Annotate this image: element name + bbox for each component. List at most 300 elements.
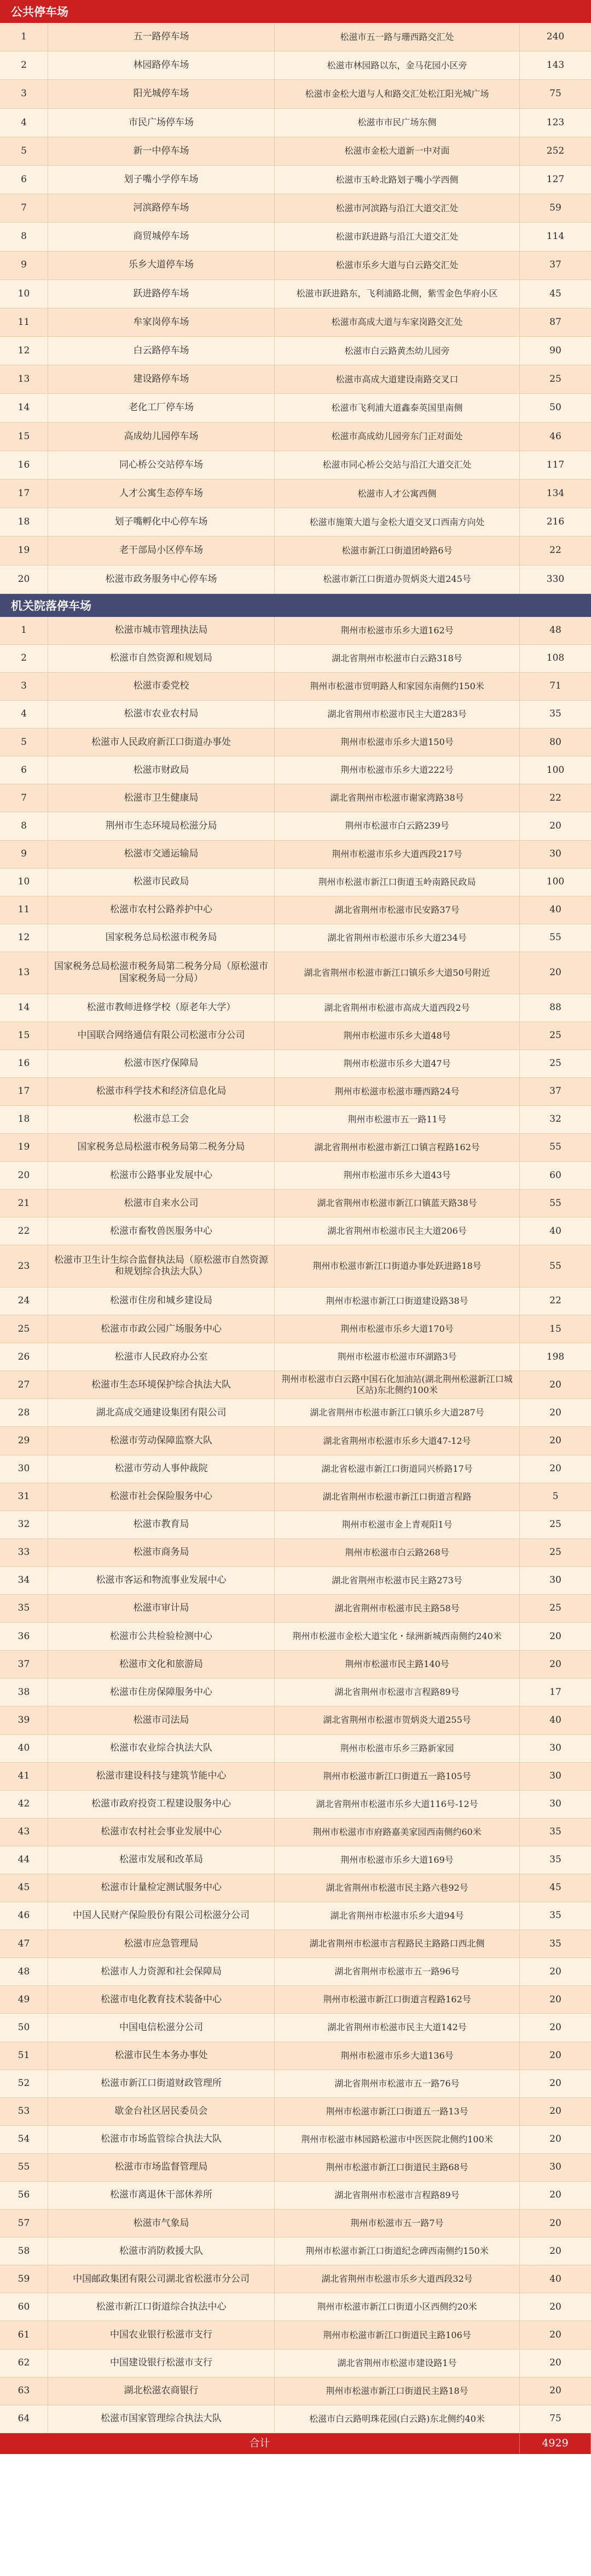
- table-row: [0, 896, 591, 924]
- space-count: 25: [549, 1030, 561, 1041]
- space-count: 30: [549, 1742, 561, 1753]
- row-index: 8: [0, 223, 48, 250]
- space-count: 5: [552, 1491, 559, 1502]
- place-address: 湖北省荆州市松滋市言程路89号: [275, 1679, 520, 1706]
- table-row: [0, 51, 591, 80]
- place-name: 松滋市人民政府新江口街道办事处: [48, 728, 275, 756]
- place-address: 松滋市高成大道建设南路交叉口: [275, 365, 520, 393]
- place-name: 人才公寓生态停车场: [48, 480, 275, 508]
- place-name: 松滋市应急管理局: [48, 1930, 275, 1957]
- table-row: [0, 1706, 591, 1734]
- space-count: 35: [549, 1854, 561, 1866]
- space-count: 20: [549, 1379, 561, 1390]
- row-index: 55: [0, 2154, 48, 2181]
- table-row: [0, 1078, 591, 1106]
- table-row: [0, 2237, 591, 2265]
- table-row: [0, 223, 591, 251]
- space-count: 30: [549, 1798, 561, 1810]
- row-index: 24: [0, 1287, 48, 1315]
- place-address: 湖北省荆州市松滋市民主大道283号: [275, 701, 520, 728]
- space-count: 22: [549, 792, 561, 803]
- place-name: 松滋市建设科技与建筑节能中心: [48, 1763, 275, 1790]
- table-row: [0, 537, 591, 565]
- table-row: [0, 194, 591, 223]
- table-row: [0, 2154, 591, 2182]
- row-index: 54: [0, 2126, 48, 2153]
- space-count: 127: [546, 173, 565, 185]
- place-address: 荆州市松滋市新江口街道言程路162号: [275, 1986, 520, 2013]
- row-index: 61: [0, 2321, 48, 2348]
- row-index: 5: [0, 137, 48, 165]
- space-count: 20: [549, 2385, 561, 2397]
- place-address: 湖北省荆州市松滋市五一路96号: [275, 1958, 520, 1985]
- row-index: 3: [0, 80, 48, 108]
- place-name: 松滋市市政公园广场服务中心: [48, 1315, 275, 1343]
- space-count: 55: [549, 1197, 561, 1209]
- space-count: 20: [549, 2217, 561, 2229]
- table-row: [0, 1162, 591, 1190]
- table-row: [0, 1287, 591, 1315]
- place-name: 松滋市政府投资工程建设服务中心: [48, 1791, 275, 1818]
- place-name: 松滋市财政局: [48, 756, 275, 784]
- row-index: 30: [0, 1455, 48, 1483]
- place-name: 松滋市卫生健康局: [48, 784, 275, 812]
- space-count: 50: [549, 402, 561, 413]
- space-count: 88: [549, 1001, 561, 1013]
- place-name: 松滋市发展和改革局: [48, 1846, 275, 1874]
- table-row: [0, 1539, 591, 1567]
- table-row: [0, 337, 591, 365]
- place-address: 荆州市松滋市乐乡大道150号: [275, 728, 520, 756]
- row-index: 45: [0, 1874, 48, 1902]
- row-index: 20: [0, 566, 48, 593]
- place-address: 松滋市玉岭北路划子嘴小学西侧: [275, 166, 520, 194]
- place-name: 五一路停车场: [48, 23, 275, 51]
- table-row: [0, 365, 591, 394]
- space-count: 123: [546, 116, 565, 128]
- table-row: [0, 308, 591, 337]
- place-name: 松滋市气象局: [48, 2210, 275, 2237]
- table-row: [0, 1902, 591, 1930]
- row-index: 36: [0, 1623, 48, 1650]
- table-row: [0, 1022, 591, 1050]
- table-row: [0, 1846, 591, 1874]
- place-address: 荆州市松滋市林园路松滋市中医医院北侧约100米: [275, 2126, 520, 2153]
- table-row: [0, 2042, 591, 2070]
- place-name: 中国农业银行松滋市支行: [48, 2321, 275, 2348]
- place-address: 荆州市松滋市新江口街道纪念碑西南侧约150米: [275, 2237, 520, 2265]
- space-count: 35: [549, 1938, 561, 1949]
- place-name: 松滋市畜牧兽医服务中心: [48, 1217, 275, 1245]
- space-count: 252: [546, 145, 565, 156]
- space-count: 20: [549, 2189, 561, 2201]
- place-address: 松滋市林园路以东，金马花园小区旁: [275, 51, 520, 79]
- place-address: 湖北省荆州市松滋市民主路58号: [275, 1595, 520, 1622]
- row-index: 14: [0, 994, 48, 1022]
- place-name: 松滋市劳动保障监察大队: [48, 1427, 275, 1454]
- row-index: 25: [0, 1315, 48, 1343]
- table-row: [0, 728, 591, 756]
- table-row: [0, 1511, 591, 1539]
- row-index: 63: [0, 2377, 48, 2405]
- table-row: [0, 1217, 591, 1245]
- place-name: 松滋市社会保险服务中心: [48, 1483, 275, 1511]
- table-row: [0, 756, 591, 784]
- space-count: 35: [549, 708, 561, 720]
- row-index: 19: [0, 537, 48, 564]
- table-row: [0, 1595, 591, 1623]
- table-row: [0, 1455, 591, 1483]
- table-row: [0, 2070, 591, 2098]
- place-name: 松滋市教师进修学校（原老年大学）: [48, 994, 275, 1022]
- table-row: [0, 841, 591, 869]
- place-address: 荆州市松滋市乐乡大道169号: [275, 1846, 520, 1874]
- institutional-parking-section-title: 机关院落停车场: [0, 594, 591, 617]
- place-name: 松滋市城市管理执法局: [48, 617, 275, 644]
- table-row: [0, 1679, 591, 1706]
- place-name: 松滋市民政局: [48, 869, 275, 896]
- place-name: 松滋市农业综合执法大队: [48, 1735, 275, 1762]
- row-index: 13: [0, 952, 48, 994]
- table-row: [0, 1958, 591, 1986]
- place-address: 松滋市五一路与珊西路交汇处: [275, 23, 520, 51]
- row-index: 22: [0, 1217, 48, 1245]
- space-count: 240: [546, 31, 565, 42]
- place-name: 划子嘴小学停车场: [48, 166, 275, 194]
- space-count: 20: [549, 1994, 561, 2005]
- space-count: 45: [549, 1882, 561, 1893]
- table-row: [0, 166, 591, 194]
- space-count: 35: [549, 1910, 561, 1921]
- row-index: 16: [0, 1050, 48, 1077]
- place-name: 商贸城停车场: [48, 223, 275, 250]
- place-name: 松滋市民生本务办事处: [48, 2042, 275, 2070]
- row-index: 4: [0, 701, 48, 728]
- place-address: 湖北省荆州市松滋市新江口镇乐乡大道50号附近: [275, 952, 520, 994]
- place-name: 松滋市交通运输局: [48, 841, 275, 868]
- row-index: 62: [0, 2350, 48, 2377]
- table-row: [0, 23, 591, 51]
- place-address: 荆州市松滋市新江口街道建设路38号: [275, 1287, 520, 1315]
- table-row: [0, 508, 591, 537]
- place-address: 松滋市金松大道与人和路交汇处松江阳光城广场: [275, 80, 520, 108]
- space-count: 40: [549, 2273, 561, 2284]
- row-index: 47: [0, 1930, 48, 1957]
- place-address: 湖北省荆州市松滋市乐乡大道西段32号: [275, 2265, 520, 2293]
- row-index: 17: [0, 1078, 48, 1105]
- row-index: 43: [0, 1819, 48, 1846]
- table-row: [0, 617, 591, 645]
- space-count: 20: [549, 2245, 561, 2257]
- table-row: [0, 1735, 591, 1763]
- place-name: 松滋市文化和旅游局: [48, 1651, 275, 1678]
- space-count: 25: [549, 374, 561, 385]
- table-row: [0, 1651, 591, 1679]
- row-index: 12: [0, 924, 48, 952]
- space-count: 17: [549, 1686, 561, 1698]
- space-count: 20: [549, 1658, 561, 1670]
- space-count: 100: [546, 876, 565, 888]
- place-address: 湖北省荆州市松滋市民主路六巷92号: [275, 1874, 520, 1902]
- table-row: [0, 1427, 591, 1455]
- place-address: 荆州市松滋市乐乡大道47号: [275, 1050, 520, 1077]
- place-address: 松滋市高成大道与车家岗路交汇处: [275, 308, 520, 336]
- place-address: 湖北省荆州市松滋市乐乡大道94号: [275, 1902, 520, 1930]
- table-row: [0, 1567, 591, 1595]
- place-address: 荆州市松滋市新江口街道五一路105号: [275, 1763, 520, 1790]
- place-address: 荆州市松滋市市府路嘉美家园西南侧约60米: [275, 1819, 520, 1846]
- table-row: [0, 924, 591, 952]
- place-name: 松滋市公共检验检测中心: [48, 1623, 275, 1650]
- table-row: [0, 869, 591, 896]
- place-name: 荆州市生态环境局松滋分局: [48, 812, 275, 840]
- place-address: 荆州市松滋市贸明路人和家园东南侧约150米: [275, 673, 520, 700]
- space-count: 45: [549, 288, 561, 299]
- place-name: 歇金台社区居民委员会: [48, 2098, 275, 2125]
- place-address: 湖北省荆州市松滋市谢家湾路38号: [275, 784, 520, 812]
- place-name: 老化工厂停车场: [48, 394, 275, 422]
- place-address: 荆州市松滋市新江口街道民主路68号: [275, 2154, 520, 2181]
- row-index: 28: [0, 1399, 48, 1426]
- row-index: 35: [0, 1595, 48, 1622]
- space-count: 30: [549, 848, 561, 859]
- place-address: 荆州市松滋市白云路268号: [275, 1539, 520, 1566]
- row-index: 15: [0, 1022, 48, 1050]
- place-name: 划子嘴孵化中心停车场: [48, 508, 275, 536]
- row-index: 38: [0, 1679, 48, 1706]
- table-row: [0, 2014, 591, 2042]
- place-address: 湖北省荆州市松滋市言程路民主路路口西北侧: [275, 1930, 520, 1957]
- public-parking-section-title: 公共停车场: [0, 0, 591, 23]
- row-index: 1: [0, 617, 48, 644]
- table-row: [0, 451, 591, 480]
- place-address: 荆州市松滋市乐乡大道222号: [275, 756, 520, 784]
- place-name: 老干部局小区停车场: [48, 537, 275, 564]
- place-name: 国家税务总局松滋市税务局第二税务分局: [48, 1134, 275, 1161]
- space-count: 32: [549, 1114, 561, 1125]
- row-index: 42: [0, 1791, 48, 1818]
- place-name: 河滨路停车场: [48, 194, 275, 222]
- place-address: 荆州市松滋市乐乡大道136号: [275, 2042, 520, 2070]
- space-count: 60: [549, 1169, 561, 1181]
- place-name: 松滋市新江口街道财政管理所: [48, 2070, 275, 2097]
- table-row: [0, 994, 591, 1022]
- place-name: 松滋市离退休干部休养所: [48, 2182, 275, 2209]
- space-count: 25: [549, 1058, 561, 1069]
- row-index: 7: [0, 784, 48, 812]
- place-name: 松滋市生态环境保护综合执法大队: [48, 1371, 275, 1398]
- place-name: 白云路停车场: [48, 337, 275, 365]
- place-address: 湖北省荆州市松滋市言程路89号: [275, 2182, 520, 2209]
- place-name: 松滋市科学技术和经济信息化局: [48, 1078, 275, 1105]
- space-count: 330: [546, 573, 565, 585]
- row-index: 60: [0, 2293, 48, 2321]
- place-address: 松滋市新江口街道团岭路6号: [275, 537, 520, 564]
- place-name: 松滋市审计局: [48, 1595, 275, 1622]
- place-address: 松滋市白云路明珠花园(白云路)东北侧约40米: [275, 2405, 520, 2433]
- space-count: 30: [549, 2161, 561, 2173]
- row-index: 19: [0, 1134, 48, 1161]
- place-address: 松滋市乐乡大道与白云路交汇处: [275, 252, 520, 279]
- place-address: 湖北省荆州市松滋市新江口镇言程路162号: [275, 1134, 520, 1161]
- table-row: [0, 784, 591, 812]
- table-row: [0, 137, 591, 166]
- place-name: 松滋市卫生计生综合监督执法局（原松滋市自然资源和规划综合执法大队）: [48, 1245, 275, 1287]
- row-index: 6: [0, 166, 48, 194]
- place-name: 松滋市商务局: [48, 1539, 275, 1566]
- place-name: 松滋市市场监管综合执法大队: [48, 2126, 275, 2153]
- space-count: 35: [549, 1826, 561, 1838]
- table-row: [0, 1623, 591, 1651]
- table-row: [0, 1371, 591, 1399]
- place-address: 湖北省荆州市松滋市新江口镇蓝天路38号: [275, 1190, 520, 1217]
- table-row: [0, 1930, 591, 1958]
- place-name: 松滋市人民政府办公室: [48, 1343, 275, 1371]
- space-count: 20: [549, 2301, 561, 2312]
- space-count: 20: [549, 1435, 561, 1446]
- place-address: 荆州市松滋市新江口街道办事处跃进路18号: [275, 1245, 520, 1287]
- place-address: 荆州市松滋市乐乡大道170号: [275, 1315, 520, 1343]
- table-row: [0, 673, 591, 701]
- place-name: 松滋市电化教育技术装备中心: [48, 1986, 275, 2013]
- table-row: [0, 645, 591, 673]
- space-count: 40: [549, 1714, 561, 1726]
- place-address: 荆州市松滋市金松大道宝化・绿洲新城西南侧约240米: [275, 1623, 520, 1650]
- space-count: 71: [549, 680, 561, 692]
- table-row: [0, 2126, 591, 2154]
- row-index: 10: [0, 280, 48, 308]
- space-count: 20: [549, 1966, 561, 1977]
- place-address: 松滋市跃进路东，飞利浦路北侧，紫雪金色华府小区: [275, 280, 520, 308]
- place-address: 松滋市河滨路与沿江大道交汇处: [275, 194, 520, 222]
- row-index: 18: [0, 508, 48, 536]
- row-index: 29: [0, 1427, 48, 1454]
- place-name: 松滋市委党校: [48, 673, 275, 700]
- place-name: 松滋市公路事业发展中心: [48, 1162, 275, 1189]
- place-address: 湖北省荆州市松滋市建设路1号: [275, 2350, 520, 2377]
- space-count: 55: [549, 1260, 561, 1272]
- table-row: [0, 280, 591, 308]
- place-name: 中国人民财产保险股份有限公司松滋分公司: [48, 1902, 275, 1930]
- place-name: 松滋市计量检定测试服务中心: [48, 1874, 275, 1902]
- row-index: 50: [0, 2014, 48, 2041]
- place-address: 荆州市松滋市乐乡三路新家园: [275, 1735, 520, 1762]
- table-row: [0, 1245, 591, 1287]
- row-index: 23: [0, 1245, 48, 1287]
- table-row: [0, 480, 591, 508]
- place-address: 松滋市人才公寓西侧: [275, 480, 520, 508]
- row-index: 49: [0, 1986, 48, 2013]
- space-count: 20: [549, 1630, 561, 1642]
- place-name: 松滋市司法局: [48, 1706, 275, 1734]
- place-name: 阳光城停车场: [48, 80, 275, 108]
- place-address: 湖北省荆州市松滋市民主大道206号: [275, 1217, 520, 1245]
- row-index: 9: [0, 252, 48, 279]
- place-address: 湖北省荆州市松滋市新江口镇乐乡大道287号: [275, 1399, 520, 1426]
- place-name: 跃进路停车场: [48, 280, 275, 308]
- place-address: 荆州市松滋市新江口街道民主路18号: [275, 2377, 520, 2405]
- place-address: 荆州市松滋市新江口街道民主路106号: [275, 2321, 520, 2348]
- table-row: [0, 1483, 591, 1511]
- space-count: 59: [549, 202, 561, 214]
- place-name: 牟家岗停车场: [48, 308, 275, 336]
- place-name: 高成幼儿园停车场: [48, 423, 275, 451]
- row-index: 41: [0, 1763, 48, 1790]
- row-index: 46: [0, 1902, 48, 1930]
- row-index: 31: [0, 1483, 48, 1511]
- place-name: 松滋市教育局: [48, 1511, 275, 1538]
- space-count: 20: [549, 967, 561, 978]
- place-address: 荆州市松滋市乐乡大道162号: [275, 617, 520, 644]
- table-row: [0, 2377, 591, 2405]
- table-row: [0, 701, 591, 728]
- space-count: 20: [549, 2021, 561, 2033]
- table-row: [0, 1050, 591, 1078]
- place-address: 湖北省荆州市松滋市乐乡大道47-12号: [275, 1427, 520, 1454]
- space-count: 20: [549, 2134, 561, 2145]
- space-count: 37: [549, 1086, 561, 1097]
- row-index: 53: [0, 2098, 48, 2125]
- table-row: [0, 1134, 591, 1162]
- row-index: 44: [0, 1846, 48, 1874]
- space-count: 20: [549, 2049, 561, 2061]
- total-value: 4929: [520, 2433, 591, 2454]
- space-count: 87: [549, 316, 561, 328]
- space-count: 114: [546, 231, 565, 242]
- space-count: 20: [549, 1462, 561, 1474]
- table-row: [0, 1819, 591, 1846]
- space-count: 75: [549, 2413, 561, 2425]
- place-name: 松滋市市场监督管理局: [48, 2154, 275, 2181]
- space-count: 22: [549, 1295, 561, 1307]
- place-address: 湖北省荆州市松滋市新江口街道言程路: [275, 1483, 520, 1511]
- space-count: 55: [549, 932, 561, 943]
- place-address: 湖北省荆州市松滋市五一路76号: [275, 2070, 520, 2097]
- row-index: 26: [0, 1343, 48, 1371]
- place-name: 松滋市总工会: [48, 1106, 275, 1133]
- place-name: 松滋市自然资源和规划局: [48, 645, 275, 672]
- row-index: 34: [0, 1567, 48, 1594]
- space-count: 25: [549, 1547, 561, 1558]
- place-name: 国家税务总局松滋市税务局第二税务分局（原松滋市国家税务局一分局）: [48, 952, 275, 994]
- table-row: [0, 1343, 591, 1371]
- place-name: 中国电信松滋分公司: [48, 2014, 275, 2041]
- place-address: 松滋市飞利浦大道鑫泰英国里南侧: [275, 394, 520, 422]
- place-address: 荆州市松滋市乐乡大道43号: [275, 1162, 520, 1189]
- row-index: 40: [0, 1735, 48, 1762]
- row-index: 11: [0, 308, 48, 336]
- place-name: 建设路停车场: [48, 365, 275, 393]
- table-row: [0, 423, 591, 451]
- place-name: 湖北松滋农商银行: [48, 2377, 275, 2405]
- space-count: 20: [549, 2106, 561, 2117]
- space-count: 55: [549, 1141, 561, 1153]
- space-count: 20: [549, 1407, 561, 1418]
- place-name: 松滋市农村社会事业发展中心: [48, 1819, 275, 1846]
- table-row: [0, 2405, 591, 2433]
- row-index: 12: [0, 337, 48, 365]
- space-count: 22: [549, 545, 561, 556]
- table-row: [0, 1986, 591, 2014]
- space-count: 46: [549, 430, 561, 442]
- space-count: 108: [546, 652, 565, 664]
- row-index: 16: [0, 451, 48, 479]
- space-count: 143: [546, 60, 565, 71]
- place-name: 松滋市农业农村局: [48, 701, 275, 728]
- space-count: 117: [546, 459, 565, 470]
- place-address: 湖北省荆州市松滋市乐乡大道116号-12号: [275, 1791, 520, 1818]
- place-name: 松滋市新江口街道综合执法中心: [48, 2293, 275, 2321]
